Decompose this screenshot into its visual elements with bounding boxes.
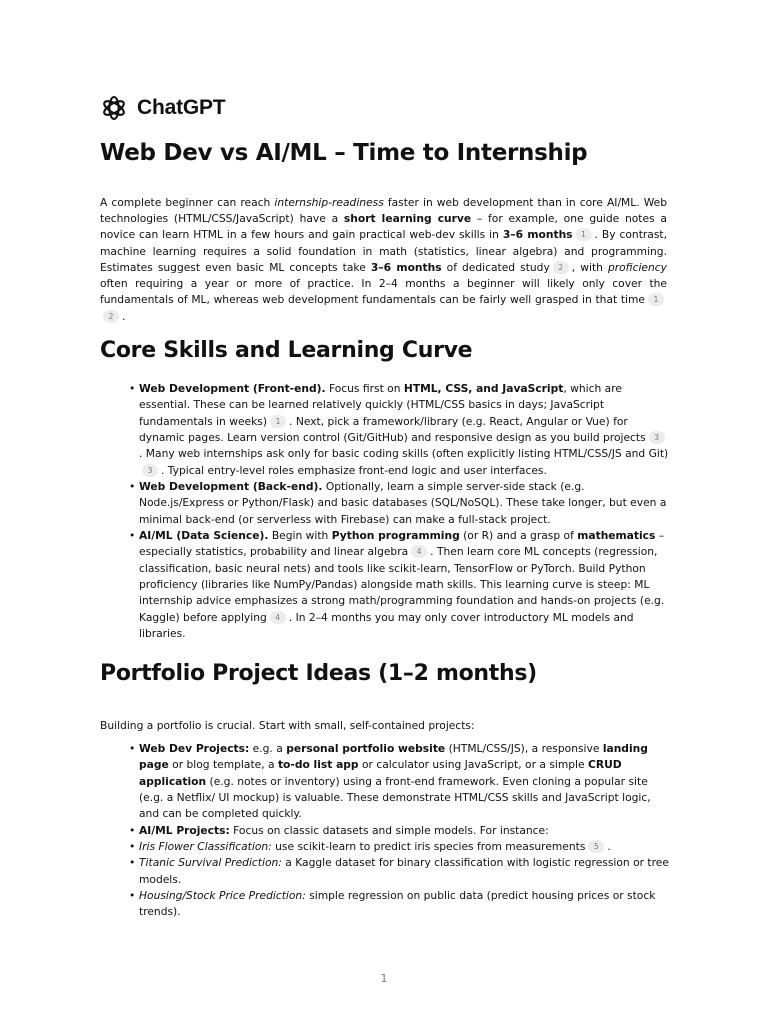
list-item-titanic: • Titanic Survival Prediction: a Kaggle dataset for binary classification with logistic regression or tree models. bbox=[130, 855, 670, 888]
brand-header bbox=[100, 94, 225, 122]
citation-badge[interactable]: 1 bbox=[648, 293, 664, 306]
intro-paragraph: A complete beginner can reach internship-readiness faster in web development than in core AI/ML. Web technologies (HTML/CSS/JavaScript) have a short learning curve – for example, one guide notes a novice can learn HTML in a few hours and gain practical web-dev skills in 3–6 months 1 . By contrast, machine learning requires a solid foundation in math (statistics, linear algebra) and programming. Estimates suggest even basic ML concepts take 3–6 months of dedicated study 2 , with proficiency often requiring a year or more of practice. In 2–4 months a beginner will likely only cover the fundamentals of ML, whereas web development fundamentals can be fairly well grasped in that time 12 . bbox=[100, 195, 667, 323]
list-item-aiml-projects: • AI/ML Projects: Focus on classic datasets and simple models. For instance: bbox=[130, 823, 670, 839]
citation-badge[interactable]: 2 bbox=[103, 310, 119, 323]
portfolio-intro: Building a portfolio is crucial. Start with small, self-contained projects: bbox=[100, 718, 475, 732]
citation-badge[interactable]: 4 bbox=[270, 611, 286, 624]
citation-badge[interactable]: 1 bbox=[270, 415, 286, 428]
list-item-aiml: • AI/ML (Data Science). Begin with Python programming (or R) and a grasp of mathematics – especially statistics, probability and linear algebra 4 . Then learn core ML concepts (regression, classification, basic neural nets) and tools like scikit-learn, TensorFlow or PyTorch. Build Python proficiency (libraries like NumPy/Pandas) alongside math skills. This learning curve is steep: ML internship advice emphasizes a strong math/programming foundation and hands-on projects (e.g. Kaggle) before applying 4 . In 2–4 months you may only cover introductory ML models and libraries. bbox=[130, 528, 670, 642]
list-item-housing: • Housing/Stock Price Prediction: simple regression on public data (predict housing prices or stock trends). bbox=[130, 888, 670, 921]
section-heading-portfolio: Portfolio Project Ideas (1–2 months) bbox=[100, 661, 537, 686]
openai-logo-icon bbox=[100, 94, 128, 122]
list-item-backend: • Web Development (Back-end). Optionally, learn a simple server-side stack (e.g. Node.js/Express or Python/Flask) and basic databases (SQL/NoSQL). These take longer, but even a minimal back-end (or serverless with Firebase) can make a full-stack project. bbox=[130, 479, 670, 528]
list-item-webdev-projects: • Web Dev Projects: e.g. a personal portfolio website (HTML/CSS/JS), a responsive landing page or blog template, a to-do list app or calculator using JavaScript, or a simple CRUD application (e.g. notes or inventory) using a front-end framework. Even cloning a popular site (e.g. a Netflix/ UI mockup) is valuable. These demonstrate HTML/CSS skills and JavaScript logic, and can be completed quickly. bbox=[130, 741, 670, 823]
brand-name: ChatGPT bbox=[137, 96, 226, 119]
citation-badge[interactable]: 3 bbox=[142, 464, 158, 477]
core-skills-list bbox=[130, 381, 670, 643]
page-number: 1 bbox=[380, 972, 388, 985]
list-item-frontend: • Web Development (Front-end). Focus first on HTML, CSS, and JavaScript, which are essential. These can be learned relatively quickly (HTML/CSS basics in days; JavaScript fundamentals in weeks) 1 . Next, pick a framework/library (e.g. React, Angular or Vue) for dynamic pages. Learn version control (Git/GitHub) and responsive design as you build projects 3. Many web internships ask only for basic coding skills (often explicitly listing HTML/CSS/JS and Git)3 . Typical entry-level roles emphasize front-end logic and user interfaces. bbox=[130, 381, 670, 479]
citation-badge[interactable]: 1 bbox=[576, 228, 592, 241]
portfolio-list bbox=[130, 741, 670, 921]
page-title: Web Dev vs AI/ML – Time to Internship bbox=[100, 140, 588, 166]
citation-badge[interactable]: 3 bbox=[649, 431, 665, 444]
citation-badge[interactable]: 4 bbox=[411, 545, 427, 558]
citation-badge[interactable]: 5 bbox=[588, 840, 604, 853]
citation-badge[interactable]: 2 bbox=[553, 261, 569, 274]
section-heading-core-skills: Core Skills and Learning Curve bbox=[100, 338, 473, 363]
list-item-iris: • Iris Flower Classification: use scikit-learn to predict iris species from measurements 5 . bbox=[130, 839, 670, 855]
